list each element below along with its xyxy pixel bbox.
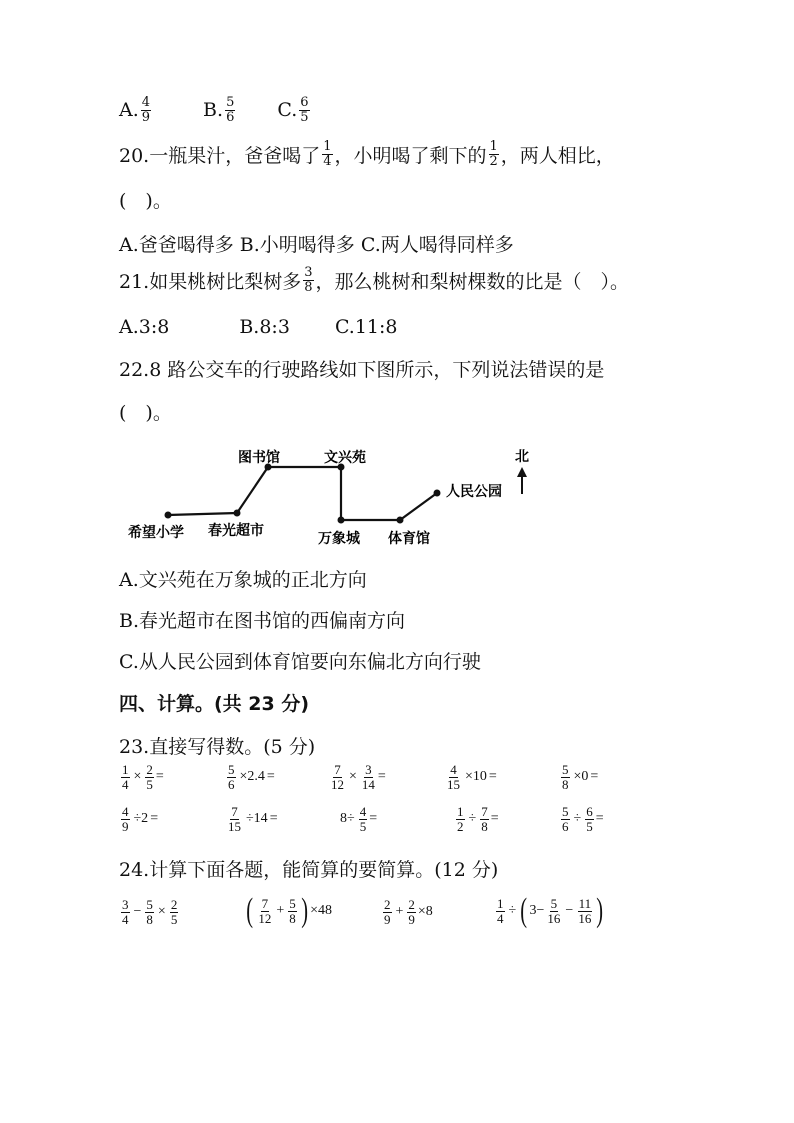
option-label: C.: [277, 99, 298, 122]
q21-text-1: 21.如果桃树比梨树多: [119, 270, 302, 293]
q20-blank[interactable]: ( )。: [119, 190, 172, 212]
label-north: 北: [515, 449, 529, 465]
stop-dot-chunguang: [234, 510, 241, 517]
q24-expr-3[interactable]: $\frac{2}{9}$ + $\frac{2}{9}$ ×8: [384, 897, 433, 927]
stop-dot-tiyuguan: [397, 517, 404, 524]
label-wenxingyuan: 文兴苑: [324, 450, 366, 466]
q22-stem: 22.8 路公交车的行驶路线如下图所示，下列说法错误的是: [119, 359, 605, 381]
north-arrow-icon: [517, 467, 527, 494]
q20-text-2: ，小明喝了剩下的: [334, 144, 487, 167]
stop-dot-renmin: [434, 490, 441, 497]
q22-option-b[interactable]: B.春光超市在图书馆的西偏南方向: [119, 610, 406, 632]
option-label: B.: [203, 99, 224, 122]
q21-option-b[interactable]: B.8:3: [239, 316, 290, 338]
fraction: $\frac{5}{6}$: [226, 95, 235, 125]
label-renmin: 人民公园: [446, 484, 502, 500]
q23-item-10[interactable]: $\frac{5}{6}$ ÷ $\frac{6}{5}$ =: [562, 804, 604, 834]
option-label: A.: [119, 99, 139, 122]
q23-item-9[interactable]: $\frac{1}{2}$ ÷ $\frac{7}{8}$ =: [457, 804, 499, 834]
q24-expr-2[interactable]: ( $\frac{7}{12}$ + $\frac{5}{8}$ ) ×48: [246, 892, 332, 929]
route-path: [168, 467, 437, 520]
q23-item-3[interactable]: $\frac{7}{12}$ × $\frac{3}{14}$ =: [331, 762, 386, 792]
q23-item-4[interactable]: $\frac{4}{15}$ ×10 =: [447, 762, 497, 792]
fraction: $\frac{4}{9}$: [141, 95, 151, 125]
label-tiyuguan: 体育馆: [388, 531, 430, 547]
label-xiwang: 希望小学: [128, 525, 184, 541]
fraction: $\frac{3}{8}$: [304, 265, 313, 295]
route-line: [168, 467, 437, 520]
stop-dot-xiwang: [165, 512, 172, 519]
q24-expr-4[interactable]: $\frac{1}{4}$ ÷ ( 3− $\frac{5}{16}$ − $\frac{11}{16}$ ): [497, 892, 604, 929]
q23-item-2[interactable]: $\frac{5}{6}$ ×2.4 =: [228, 762, 275, 792]
q20-options[interactable]: A.爸爸喝得多 B.小明喝得多 C.两人喝得同样多: [119, 234, 514, 256]
q23-title: 23.直接写得数。(5 分): [119, 736, 316, 758]
q23-item-7[interactable]: $\frac{7}{15}$ ÷14 =: [228, 804, 278, 834]
q22-blank[interactable]: ( )。: [119, 402, 172, 424]
q21-option-a[interactable]: A.3:8: [119, 316, 170, 338]
q21-text-2: ，那么桃树和梨树棵数的比是（ ）。: [315, 270, 630, 293]
q23-item-1[interactable]: $\frac{1}{4}$ × $\frac{2}{5}$ =: [122, 762, 164, 792]
stop-dot-wanxiangcheng: [338, 517, 345, 524]
label-wanxiangcheng: 万象城: [318, 531, 360, 547]
q24-expr-1[interactable]: $\frac{3}{4}$ − $\frac{5}{8}$ × $\frac{2}{5}$: [122, 897, 178, 927]
q21-option-c[interactable]: C.11:8: [334, 316, 398, 338]
q22-option-a[interactable]: A.文兴苑在万象城的正北方向: [119, 569, 367, 591]
fraction: $\frac{1}{4}$: [323, 139, 332, 169]
q22-option-c[interactable]: C.从人民公园到体育馆要向东偏北方向行驶: [119, 651, 481, 673]
q20-text-1: 20.一瓶果汁，爸爸喝了: [119, 144, 321, 167]
q23-item-8[interactable]: 8÷ $\frac{4}{5}$ =: [340, 804, 378, 834]
fraction: $\frac{6}{5}$: [300, 95, 309, 125]
fraction: $\frac{1}{2}$: [489, 139, 498, 169]
label-chunguang: 春光超市: [208, 523, 264, 539]
q20-text-3: ，两人相比，: [500, 144, 615, 167]
q23-item-5[interactable]: $\frac{5}{8}$ ×0 =: [562, 762, 599, 792]
section-heading: 四、计算。(共 23 分): [119, 693, 310, 715]
q24-title: 24.计算下面各题，能简算的要简算。(12 分): [119, 859, 499, 881]
q23-item-6[interactable]: $\frac{4}{9}$ ÷2 =: [122, 804, 159, 834]
label-tushuguan: 图书馆: [238, 450, 280, 466]
